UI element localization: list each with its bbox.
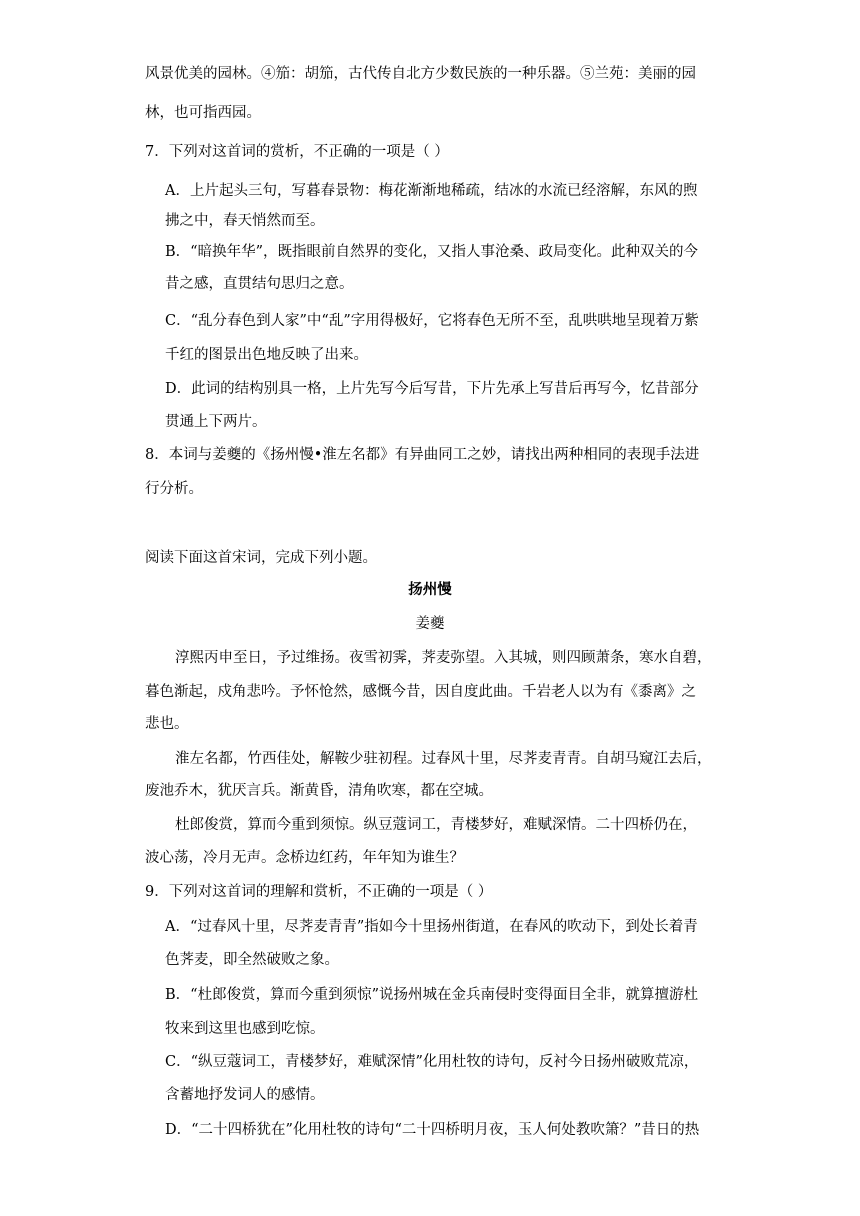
q9-option-d: D．“二十四桥犹在”化用杜牧的诗句“二十四桥明月夜，玉人何处教吹箫？”昔日的热	[165, 1122, 700, 1138]
q9-option-b: B．“杜郎俊赏，算而今重到须惊”说扬州城在金兵南侵时变得面目全非，就算擅游杜	[165, 987, 698, 1003]
question-8-stem: 8．本词与姜夔的《扬州慢•淮左名都》有异曲同工之妙，请找出两种相同的表现手法进	[145, 447, 700, 463]
q9-option-c-cont: 含蓄地抒发词人的感情。	[165, 1087, 325, 1103]
q7-option-c: C．“乱分春色到人家”中“乱”字用得极好，它将春色无所不至，乱哄哄地呈现着万紫	[165, 313, 699, 329]
question-8-stem-cont: 行分析。	[145, 481, 203, 497]
poem-preface-cont: 暮色渐起，戍角悲吟。予怀怆然，感慨今昔，因自度此曲。千岩老人以为有《黍离》之	[145, 684, 696, 700]
poem-preface-cont: 悲也。	[145, 716, 189, 732]
q9-option-a: A．“过春风十里，尽荠麦青青”指如今十里扬州街道，在春风的吹动下，到处长着青	[165, 919, 698, 935]
question-9-stem: 9．下列对这首词的理解和赏析，不正确的一项是（ ）	[145, 884, 493, 900]
reading-instruction: 阅读下面这首宋词，完成下列小题。	[145, 550, 377, 566]
q7-option-b: B．“暗换年华”，既指眼前自然界的变化，又指人事沧桑、政局变化。此种双关的今	[165, 244, 698, 260]
poem-preface: 淳熙丙申至日，予过维扬。夜雪初霁，荠麦弥望。入其城，则四顾萧条，寒水自碧，	[175, 650, 712, 666]
q7-option-b-cont: 昔之感，直贯结句思归之意。	[165, 276, 354, 292]
q7-option-a: A．上片起头三句，写暮春景物：梅花渐渐地稀疏，结冰的水流已经溶解，东风的煦	[165, 183, 698, 199]
q9-option-a-cont: 色荠麦，即全然破败之象。	[165, 952, 339, 968]
q9-option-c: C．“纵豆蔻词工，青楼梦好，难赋深情”化用杜牧的诗句，反衬今日扬州破败荒凉，	[165, 1054, 699, 1070]
q7-option-d-cont: 贯通上下两片。	[165, 414, 267, 430]
poem-stanza-1: 淮左名都，竹西佳处，解鞍少驻初程。过春风十里，尽荠麦青青。自胡马窥江去后，	[175, 751, 712, 767]
question-7-stem: 7．下列对这首词的赏析，不正确的一项是（ ）	[145, 144, 449, 160]
q7-option-d: D．此词的结构别具一格，上片先写今后写昔，下片先承上写昔后再写今，忆昔部分	[165, 381, 699, 397]
q9-option-b-cont: 牧来到这里也感到吃惊。	[165, 1021, 325, 1037]
q7-option-a-cont: 拂之中，春天悄然而至。	[165, 213, 325, 229]
footnote-line: 风景优美的园林。④笳：胡笳，古代传自北方少数民族的一种乐器。⑤兰苑：美丽的园	[145, 66, 696, 82]
q7-option-c-cont: 千红的图景出色地反映了出来。	[165, 347, 368, 363]
poem-stanza-2-cont: 波心荡，冷月无声。念桥边红药，年年知为谁生？	[145, 850, 464, 866]
poem-author: 姜夔	[415, 616, 445, 632]
poem-title: 扬州慢	[408, 581, 452, 598]
footnote-line: 林，也可指西园。	[145, 105, 261, 121]
poem-stanza-1-cont: 废池乔木，犹厌言兵。渐黄昏，清角吹寒，都在空城。	[145, 783, 493, 799]
poem-stanza-2: 杜郎俊赏，算而今重到须惊。纵豆蔻词工，青楼梦好，难赋深情。二十四桥仍在，	[175, 817, 697, 833]
